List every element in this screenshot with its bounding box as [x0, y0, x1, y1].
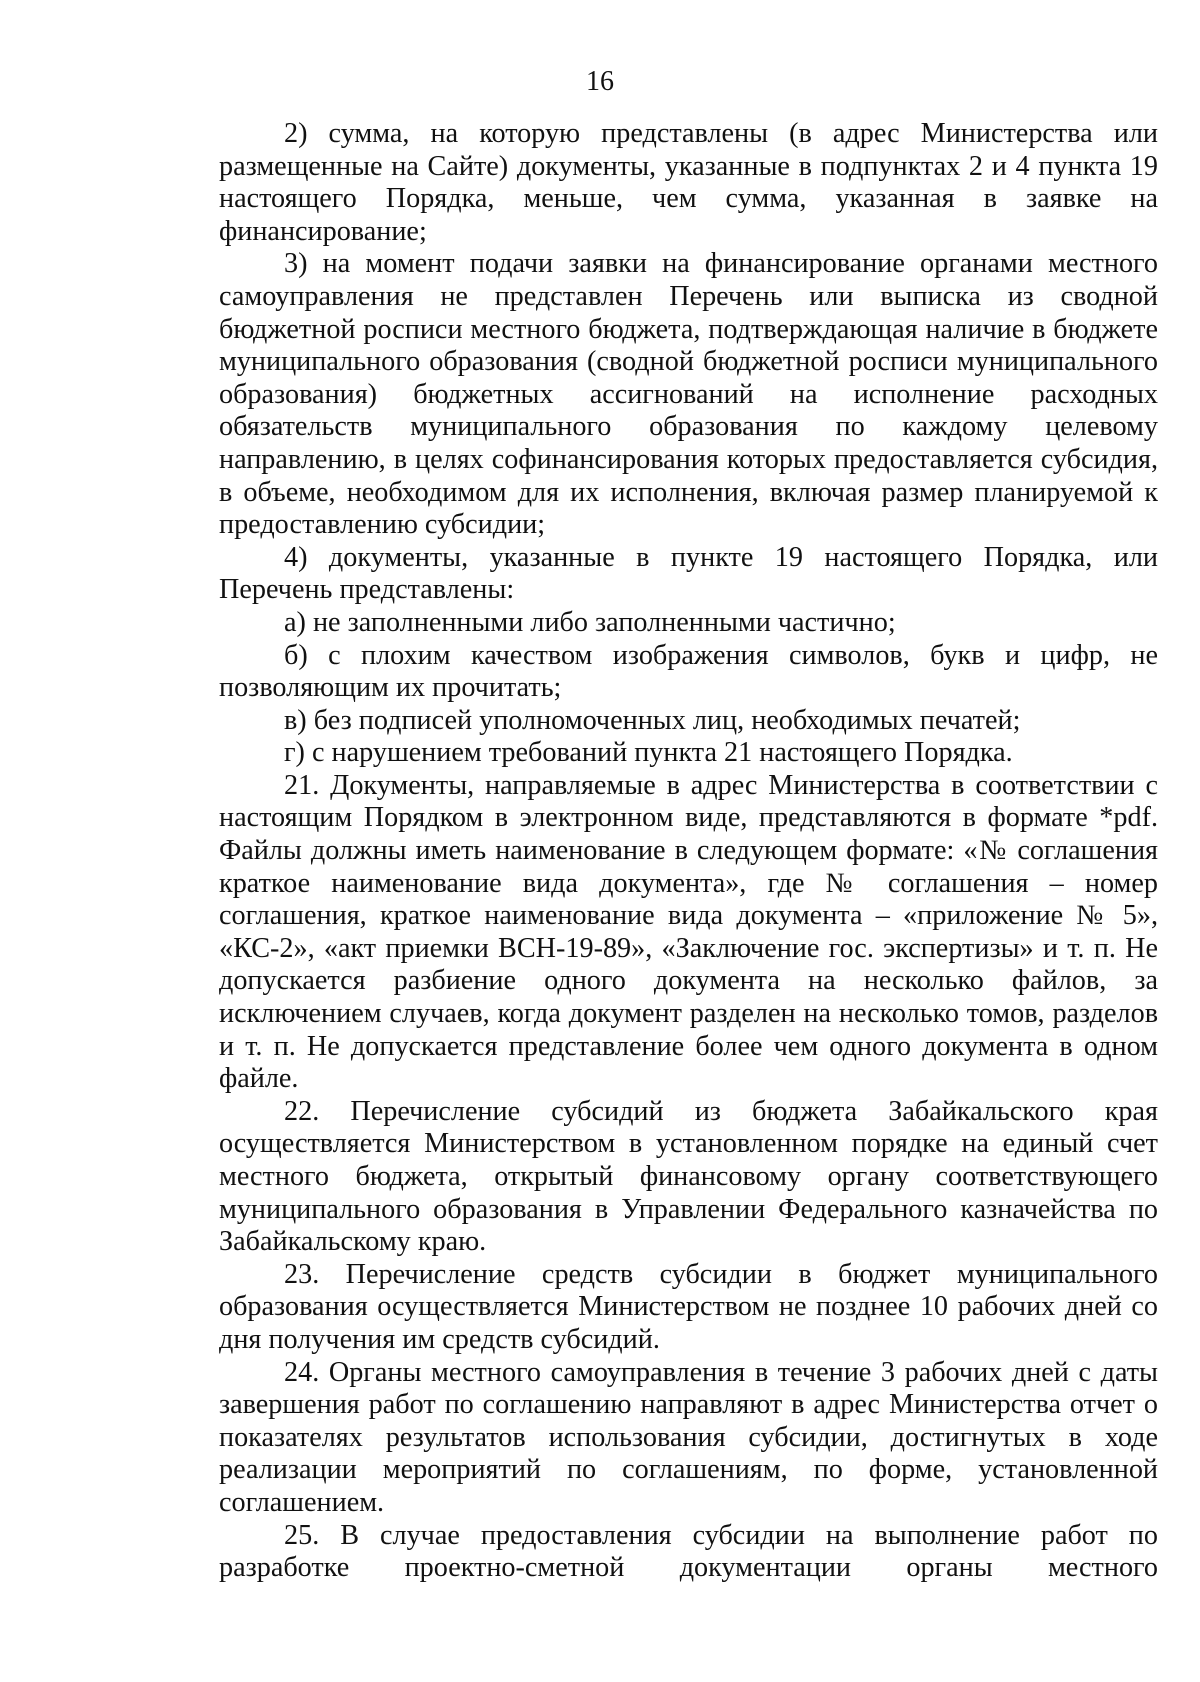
paragraph-item-25: 25. В случае предоставления субсидии на выполнение работ по разработке проектно-сметной документации органы местного: [219, 1519, 1158, 1584]
paragraph-item-22: 22. Перечисление субсидий из бюджета Забайкальского края осуществляется Министерством в установленном порядке на единый счет местного бюджета, открытый финансовому органу соответствующего муниципального образования в Управлении Федерального казначейства по Забайкальскому краю.: [219, 1095, 1158, 1258]
paragraph-item-23: 23. Перечисление средств субсидии в бюджет муниципального образования осуществляется Министерством не позднее 10 рабочих дней со дня получения им средств субсидий.: [219, 1258, 1158, 1355]
paragraph-subitem-4a: а) не заполненными либо заполненными частично;: [284, 606, 896, 638]
paragraph-subitem-4b: б) с плохим качеством изображения символов, букв и цифр, не позволяющим их прочитать;: [219, 639, 1158, 704]
paragraph-subitem-4g: г) с нарушением требований пункта 21 настоящего Порядка.: [284, 737, 1013, 769]
document-body: [219, 118, 1158, 1585]
paragraph-item-24: 24. Органы местного самоуправления в течение 3 рабочих дней с даты завершения работ по соглашению направляют в адрес Министерства отчет о показателях результатов использования субсидии, достигнутых в ходе реализации мероприятий по соглашениям, по форме, установленной соглашением.: [219, 1356, 1158, 1518]
paragraph-subitem-4: 4) документы, указанные в пункте 19 настоящего Порядка, или Перечень представлены:: [219, 541, 1158, 606]
paragraph-subitem-4v: в) без подписей уполномоченных лиц, необходимых печатей;: [284, 704, 1021, 736]
paragraph-subitem-2: 2) сумма, на которую представлены (в адрес Министерства или размещенные на Сайте) документы, указанные в подпунктах 2 и 4 пункта 19 настоящего Порядка, меньше, чем сумма, указанная в заявке на финансирование;: [219, 118, 1158, 247]
page-number: 16: [586, 66, 614, 97]
paragraph-item-21: 21. Документы, направляемые в адрес Министерства в соответствии с настоящим Порядком в электронном виде, представляются в формате *pdf. Файлы должны иметь наименование в следующем формате: «№ соглашения краткое наименование вида документа», где № соглашения – номер соглашения, краткое наименование вида документа – «приложение № 5», «КС-2», «акт приемки ВСН-19-89», «Заключение гос. экспертизы» и т. п. Не допускается разбиение одного документа на несколько файлов, за исключением случаев, когда документ разделен на несколько томов, разделов и т. п. Не допускается представление более чем одного документа в одном файле.: [219, 769, 1158, 1095]
paragraph-subitem-3: 3) на момент подачи заявки на финансирование органами местного самоуправления не представлен Перечень или выписка из сводной бюджетной росписи местного бюджета, подтверждающая наличие в бюджете муниципального образования (сводной бюджетной росписи муниципального образования) бюджетных ассигнований на исполнение расходных обязательств муниципального образования по каждому целевому направлению, в целях софинансирования которых предоставляется субсидия, в объеме, необходимом для их исполнения, включая размер планируемой к предоставлению субсидии;: [219, 248, 1158, 541]
